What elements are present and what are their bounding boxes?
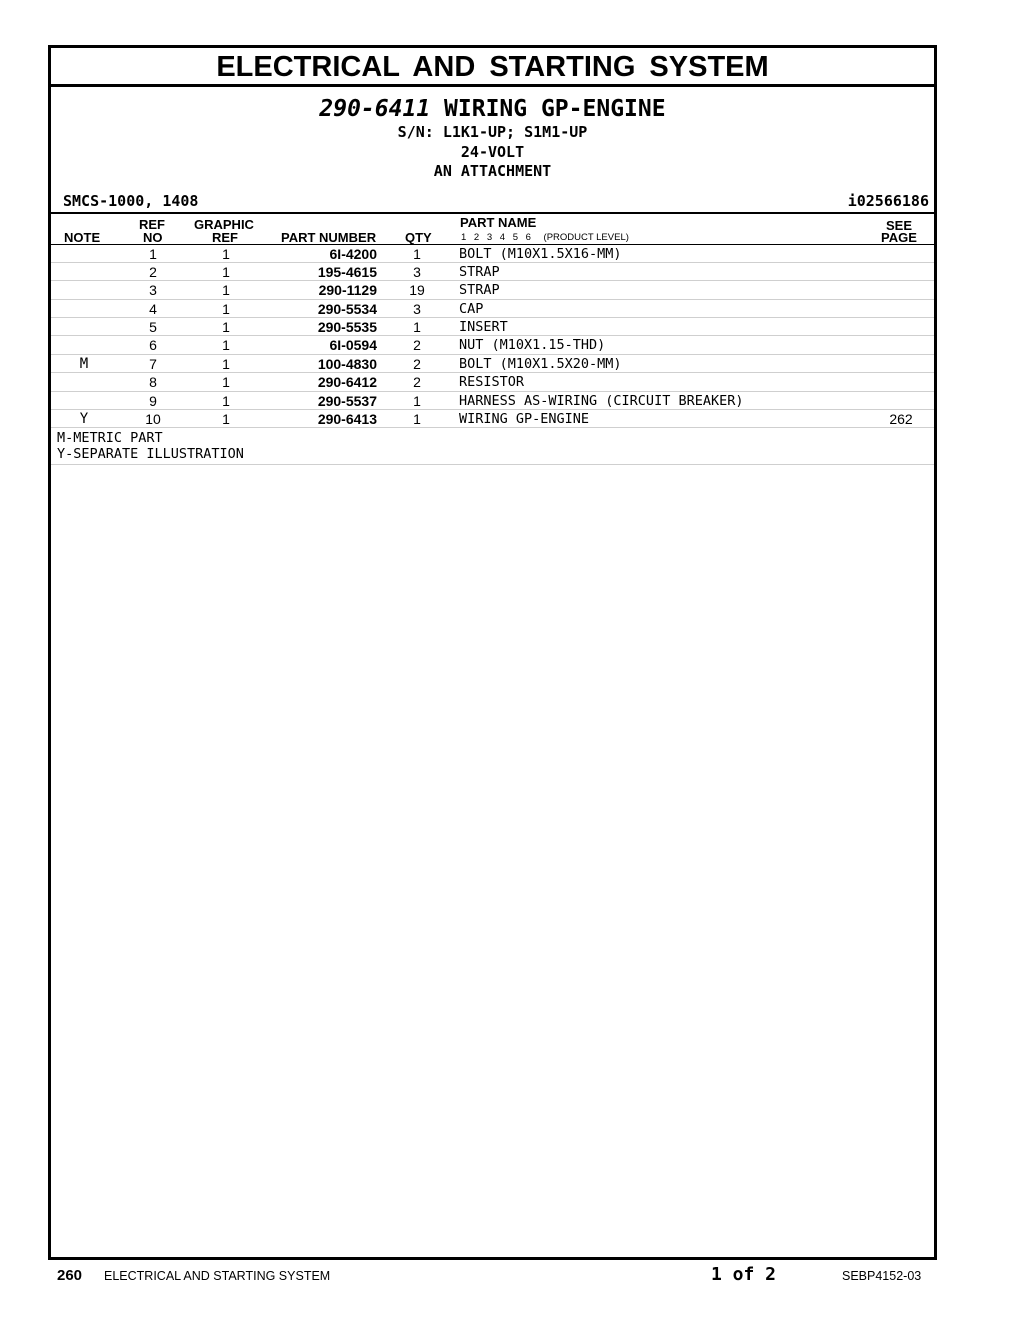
row-part-name: NUT (M10X1.15-THD) — [459, 337, 606, 354]
row-part-name: WIRING GP-ENGINE — [459, 411, 590, 428]
col-graphic-bottom: REF — [212, 229, 238, 245]
row-qty: 3 — [413, 300, 421, 317]
row-part-number: 100-4830 — [317, 355, 377, 372]
row-graphic-ref: 1 — [222, 282, 230, 299]
col-note: NOTE — [64, 229, 101, 245]
footer-section: ELECTRICAL AND STARTING SYSTEM — [104, 1269, 331, 1283]
parts-table — [51, 245, 934, 429]
row-part-name: BOLT (M10X1.5X16-MM) — [459, 245, 622, 262]
row-note: Y — [79, 411, 89, 428]
product-level-numbers: 1 2 3 4 5 6 — [461, 231, 531, 243]
group-name: WIRING GP-ENGINE — [444, 96, 666, 122]
attachment-label: AN ATTACHMENT — [433, 162, 552, 180]
col-part-number: PART NUMBER — [281, 229, 377, 245]
col-part-name: PART NAME — [460, 214, 537, 230]
row-note: M — [79, 355, 89, 372]
row-part-number: 290-5537 — [317, 392, 377, 409]
row-graphic-ref: 1 — [222, 300, 230, 317]
page-footer — [0, 1266, 1020, 1288]
row-see-page: 262 — [889, 411, 913, 428]
group-part-number: 290-6411 — [319, 96, 431, 122]
row-qty: 1 — [413, 245, 421, 262]
row-part-name: RESISTOR — [459, 374, 525, 391]
row-part-number: 290-6413 — [317, 411, 377, 428]
row-ref-no: 2 — [149, 263, 157, 280]
table-row — [51, 336, 934, 354]
row-qty: 1 — [413, 392, 421, 409]
voltage: 24-VOLT — [460, 142, 525, 161]
smcs-row — [51, 190, 934, 212]
document-id: SEBP4152-03 — [842, 1269, 922, 1283]
table-row — [51, 300, 934, 318]
row-ref-no: 10 — [145, 411, 161, 428]
row-graphic-ref: 1 — [222, 263, 230, 280]
group-header — [51, 95, 934, 182]
smcs-code: SMCS-1000, 1408 — [63, 191, 199, 210]
row-part-name: HARNESS AS-WIRING (CIRCUIT BREAKER) — [459, 392, 744, 409]
row-qty: 2 — [413, 337, 421, 354]
note-separate-illustration: Y-SEPARATE ILLUSTRATION — [57, 445, 244, 462]
row-part-name: INSERT — [459, 319, 508, 336]
row-ref-no: 8 — [149, 374, 157, 391]
row-part-number: 290-1129 — [318, 282, 377, 299]
row-ref-no: 7 — [149, 355, 157, 372]
page-number: 260 — [57, 1267, 83, 1284]
note-metric: M-METRIC PART — [57, 430, 163, 447]
table-row — [51, 281, 934, 299]
col-graphic-top: GRAPHIC — [194, 216, 254, 232]
serial-range: S/N: L1K1-UP; S1M1-UP — [397, 123, 588, 141]
row-part-name: STRAP — [459, 263, 500, 280]
table-row — [51, 263, 934, 281]
row-graphic-ref: 1 — [222, 319, 230, 336]
row-part-number: 6I-4200 — [329, 245, 377, 262]
row-graphic-ref: 1 — [222, 392, 230, 409]
row-part-number: 290-5534 — [317, 300, 377, 317]
table-row — [51, 392, 934, 410]
row-ref-no: 1 — [149, 245, 157, 262]
row-qty: 1 — [413, 319, 421, 336]
table-row — [51, 355, 934, 373]
col-ref-bottom: NO — [143, 229, 163, 245]
row-qty: 2 — [413, 374, 421, 391]
row-part-number: 290-5535 — [317, 319, 377, 336]
row-qty: 2 — [413, 355, 421, 372]
table-row — [51, 318, 934, 336]
notes-legend — [51, 428, 934, 465]
row-graphic-ref: 1 — [222, 411, 230, 428]
section-title: ELECTRICAL AND STARTING SYSTEM — [51, 48, 934, 87]
product-level-label: (PRODUCT LEVEL) — [543, 231, 629, 243]
row-part-name: STRAP — [459, 282, 500, 299]
table-row — [51, 410, 934, 428]
row-part-name: CAP — [459, 300, 484, 317]
col-qty: QTY — [405, 229, 432, 245]
illustration-id: i02566186 — [847, 191, 929, 210]
row-qty: 3 — [413, 263, 421, 280]
row-ref-no: 4 — [149, 300, 157, 317]
group-title — [51, 95, 934, 123]
row-ref-no: 9 — [149, 392, 157, 409]
row-graphic-ref: 1 — [222, 355, 230, 372]
row-ref-no: 5 — [149, 319, 157, 336]
table-row — [51, 373, 934, 391]
row-part-number: 195-4615 — [317, 263, 377, 280]
page-of: 1 of 2 — [711, 1264, 777, 1285]
column-headers — [51, 214, 934, 245]
row-ref-no: 3 — [149, 282, 157, 299]
col-see-top: SEE — [886, 217, 913, 233]
row-qty: 1 — [413, 411, 421, 428]
col-see-bottom: PAGE — [881, 229, 917, 245]
row-graphic-ref: 1 — [222, 337, 230, 354]
table-row — [51, 245, 934, 263]
col-ref-top: REF — [139, 216, 165, 232]
row-graphic-ref: 1 — [222, 374, 230, 391]
row-qty: 19 — [409, 282, 425, 299]
row-part-number: 6I-0594 — [329, 337, 377, 354]
row-part-name: BOLT (M10X1.5X20-MM) — [459, 355, 622, 372]
col-product-levels — [461, 232, 629, 243]
row-part-number: 290-6412 — [317, 374, 377, 391]
page-frame — [48, 45, 937, 1260]
row-graphic-ref: 1 — [222, 245, 230, 262]
row-ref-no: 6 — [149, 337, 157, 354]
